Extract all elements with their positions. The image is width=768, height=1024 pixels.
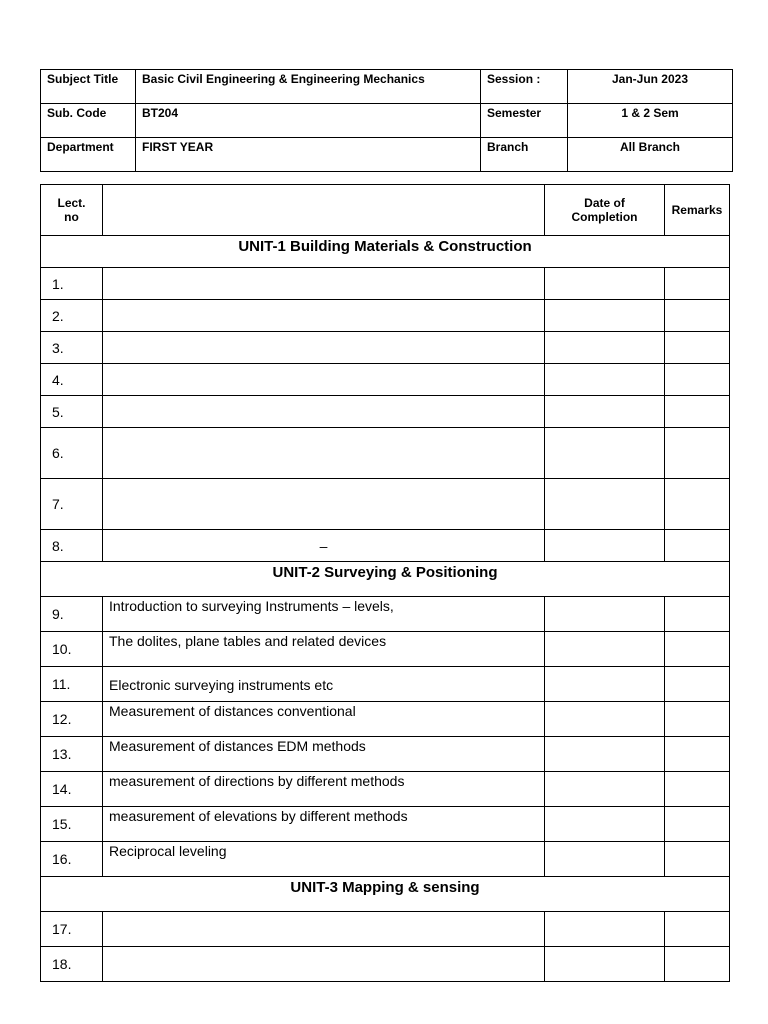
lecture-number: 10. — [41, 632, 103, 667]
subject-title-label: Subject Title — [41, 70, 136, 104]
lecture-number: 16. — [41, 842, 103, 877]
lecture-topic: Measurement of distances conventional — [103, 702, 545, 737]
semester-value: 1 & 2 Sem — [568, 104, 733, 138]
remarks-cell — [665, 364, 730, 396]
lecture-number: 3. — [41, 332, 103, 364]
table-row — [41, 807, 730, 842]
lecture-number: 8. — [41, 530, 103, 562]
table-row — [41, 364, 730, 396]
topic-header — [103, 185, 545, 236]
branch-label: Branch — [481, 138, 568, 172]
lect-no-header: Lect. no — [41, 185, 103, 236]
lecture-topic: measurement of directions by different methods — [103, 772, 545, 807]
lecture-topic: The dolites, plane tables and related devices — [103, 632, 545, 667]
remarks-cell — [665, 597, 730, 632]
date-cell — [545, 396, 665, 428]
lecture-number: 5. — [41, 396, 103, 428]
table-row — [41, 737, 730, 772]
header-row — [41, 185, 730, 236]
table-row — [41, 597, 730, 632]
lecture-topic — [103, 332, 545, 364]
info-row-subject — [41, 70, 733, 104]
info-row-department — [41, 138, 733, 172]
lecture-topic — [103, 300, 545, 332]
subject-title-value: Basic Civil Engineering & Engineering Mechanics — [136, 70, 481, 104]
remarks-cell — [665, 947, 730, 982]
unit-2-title: UNIT-2 Surveying & Positioning — [41, 562, 730, 597]
table-row — [41, 428, 730, 479]
lecture-number: 1. — [41, 268, 103, 300]
table-row — [41, 842, 730, 877]
date-cell — [545, 737, 665, 772]
lecture-number: 11. — [41, 667, 103, 702]
table-row — [41, 667, 730, 702]
date-cell — [545, 597, 665, 632]
date-cell — [545, 332, 665, 364]
table-row — [41, 912, 730, 947]
lecture-topic: measurement of elevations by different methods — [103, 807, 545, 842]
table-row — [41, 479, 730, 530]
lecture-topic: Electronic surveying instruments etc — [103, 667, 545, 702]
remarks-cell — [665, 530, 730, 562]
lecture-topic — [103, 912, 545, 947]
session-label: Session : — [481, 70, 568, 104]
lecture-topic — [103, 428, 545, 479]
lecture-topic — [103, 396, 545, 428]
semester-label: Semester — [481, 104, 568, 138]
remarks-cell — [665, 479, 730, 530]
lecture-number: 15. — [41, 807, 103, 842]
table-row — [41, 300, 730, 332]
date-cell — [545, 842, 665, 877]
lecture-number: 18. — [41, 947, 103, 982]
lecture-number: 14. — [41, 772, 103, 807]
lecture-topic: Measurement of distances EDM methods — [103, 737, 545, 772]
remarks-cell — [665, 332, 730, 364]
lecture-number: 6. — [41, 428, 103, 479]
date-cell — [545, 428, 665, 479]
lecture-topic — [103, 947, 545, 982]
date-cell — [545, 772, 665, 807]
remarks-cell — [665, 912, 730, 947]
lecture-topic — [103, 364, 545, 396]
lecture-number: 4. — [41, 364, 103, 396]
date-cell — [545, 632, 665, 667]
table-row — [41, 332, 730, 364]
unit-3-row — [41, 877, 730, 912]
date-cell — [545, 300, 665, 332]
sub-code-label: Sub. Code — [41, 104, 136, 138]
lecture-plan-table — [40, 184, 730, 982]
remarks-cell — [665, 702, 730, 737]
table-row — [41, 268, 730, 300]
lecture-topic — [103, 268, 545, 300]
table-row — [41, 396, 730, 428]
branch-value: All Branch — [568, 138, 733, 172]
remarks-cell — [665, 667, 730, 702]
remarks-cell — [665, 737, 730, 772]
session-value: Jan-Jun 2023 — [568, 70, 733, 104]
date-cell — [545, 364, 665, 396]
unit-3-title: UNIT-3 Mapping & sensing — [41, 877, 730, 912]
lecture-number: 7. — [41, 479, 103, 530]
remarks-header: Remarks — [665, 185, 730, 236]
lecture-topic: – — [103, 530, 545, 562]
lecture-number: 13. — [41, 737, 103, 772]
remarks-cell — [665, 300, 730, 332]
department-value: FIRST YEAR — [136, 138, 481, 172]
remarks-cell — [665, 428, 730, 479]
table-row — [41, 632, 730, 667]
table-row — [41, 702, 730, 737]
lecture-topic: Introduction to surveying Instruments – levels, — [103, 597, 545, 632]
unit-2-row — [41, 562, 730, 597]
date-cell — [545, 479, 665, 530]
lecture-topic: Reciprocal leveling — [103, 842, 545, 877]
remarks-cell — [665, 842, 730, 877]
remarks-cell — [665, 268, 730, 300]
date-cell — [545, 530, 665, 562]
remarks-cell — [665, 632, 730, 667]
lecture-number: 2. — [41, 300, 103, 332]
date-cell — [545, 807, 665, 842]
table-row — [41, 530, 730, 562]
remarks-cell — [665, 396, 730, 428]
date-cell — [545, 702, 665, 737]
sub-code-value: BT204 — [136, 104, 481, 138]
lecture-topic — [103, 479, 545, 530]
remarks-cell — [665, 807, 730, 842]
date-cell — [545, 912, 665, 947]
unit-1-row — [41, 236, 730, 268]
course-info-table — [40, 69, 733, 172]
date-of-completion-header: Date of Completion — [545, 185, 665, 236]
date-cell — [545, 268, 665, 300]
info-row-code — [41, 104, 733, 138]
date-cell — [545, 947, 665, 982]
date-cell — [545, 667, 665, 702]
lecture-number: 9. — [41, 597, 103, 632]
table-row — [41, 947, 730, 982]
department-label: Department — [41, 138, 136, 172]
unit-1-title: UNIT-1 Building Materials & Construction — [41, 236, 730, 268]
lecture-number: 12. — [41, 702, 103, 737]
lecture-number: 17. — [41, 912, 103, 947]
table-row — [41, 772, 730, 807]
remarks-cell — [665, 772, 730, 807]
